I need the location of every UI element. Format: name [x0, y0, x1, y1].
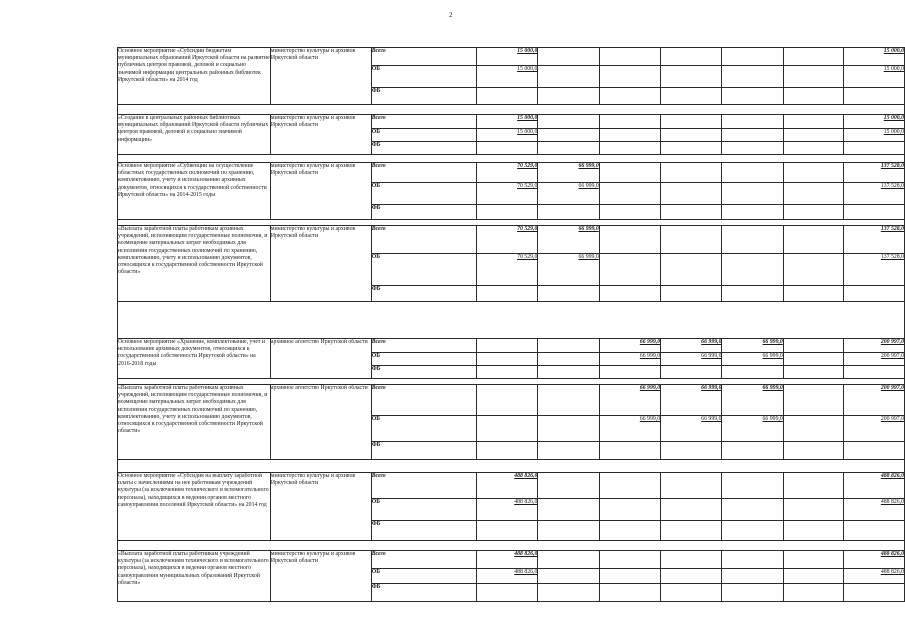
amount-cell [599, 442, 660, 460]
amount-cell [783, 385, 843, 416]
amount-cell [538, 339, 599, 353]
funding-type-total: Всего [371, 551, 476, 569]
amount-cell [599, 254, 660, 286]
amount-cell [538, 254, 599, 286]
amount-cell [783, 163, 843, 183]
amount-value: 66 999,0 [578, 183, 599, 189]
amount-cell [722, 48, 783, 66]
amount-cell [722, 584, 783, 602]
amount-cell [661, 66, 722, 88]
funding-type-ob: ОБ [371, 499, 476, 521]
amount-value: 66 999,0 [639, 385, 661, 391]
amount-cell [599, 163, 660, 183]
amount-cell [722, 353, 783, 366]
amount-cell [599, 183, 660, 205]
amount-cell [538, 366, 599, 379]
amount-cell [477, 584, 538, 602]
amount-cell [538, 183, 599, 205]
table-row [118, 385, 905, 416]
amount-cell [843, 385, 904, 416]
amount-cell [599, 551, 660, 569]
amount-cell [783, 115, 843, 129]
amount-value: 66 999,0 [762, 385, 783, 391]
amount-cell [538, 385, 599, 416]
amount-value: 15 000,0 [517, 129, 538, 135]
amount-cell [843, 226, 904, 254]
amount-value: 488 826,0 [880, 499, 904, 505]
amount-value: 15 000,0 [883, 48, 904, 54]
amount-value: 137 528,0 [880, 254, 904, 260]
amount-cell [661, 416, 722, 442]
amount-cell [599, 353, 660, 366]
amount-cell [722, 115, 783, 129]
amount-cell [538, 129, 599, 142]
amount-cell [661, 226, 722, 254]
amount-cell [783, 226, 843, 254]
amount-cell [722, 442, 783, 460]
amount-value: 66 999,0 [578, 226, 599, 232]
amount-cell [599, 286, 660, 302]
amount-value: 137 528,0 [880, 183, 904, 189]
funding-type-fb: ФБ [371, 142, 476, 155]
amount-cell [599, 66, 660, 88]
amount-cell [722, 163, 783, 183]
activity-name: «Выплата заработной платы работникам учреждений культуры (за исключением технического и вспомогательного персонала), находящихся в ведении органов местного самоуправления муниципальных образований Иркутской области» [118, 551, 271, 602]
amount-cell [661, 286, 722, 302]
budget-table [117, 47, 905, 602]
spacer-row [118, 302, 905, 339]
amount-cell [538, 551, 599, 569]
amount-cell [843, 142, 904, 155]
amount-cell [477, 48, 538, 66]
table-row [118, 163, 905, 183]
amount-cell [843, 48, 904, 66]
amount-cell [722, 339, 783, 353]
amount-cell [722, 385, 783, 416]
amount-cell [783, 584, 843, 602]
amount-cell [783, 48, 843, 66]
amount-value: 488 826,0 [514, 499, 538, 505]
amount-cell [477, 551, 538, 569]
amount-value: 488 826,0 [880, 473, 904, 479]
funding-type-fb: ФБ [371, 521, 476, 541]
amount-cell [538, 286, 599, 302]
funding-type-fb: ФБ [371, 584, 476, 602]
amount-cell [661, 385, 722, 416]
amount-value: 15 000,0 [517, 48, 538, 54]
amount-value: 66 999,0 [762, 339, 783, 345]
amount-cell [599, 584, 660, 602]
activity-name: «Выплата заработной платы работникам архивных учреждений, исполняющим государственные полномочия, и возмещение материальных затрат необходимых для исполнения государственных полномочий по хранению, комплектованию, учету и использованию документов, относящихся к государственной собственности Иркутской области» [118, 226, 271, 302]
amount-cell [843, 254, 904, 286]
amount-cell [538, 584, 599, 602]
amount-cell [661, 499, 722, 521]
amount-cell [661, 115, 722, 129]
amount-value: 70 529,0 [517, 254, 538, 260]
amount-value: 70 529,0 [517, 183, 538, 189]
amount-cell [661, 129, 722, 142]
amount-cell [538, 205, 599, 220]
funding-type-total: Всего [371, 473, 476, 499]
amount-value: 66 999,0 [639, 339, 661, 345]
amount-cell [783, 499, 843, 521]
table-row [118, 226, 905, 254]
amount-cell [538, 142, 599, 155]
amount-value: 66 999,0 [639, 353, 661, 359]
amount-cell [538, 416, 599, 442]
amount-cell [843, 339, 904, 353]
amount-cell [477, 499, 538, 521]
amount-cell [661, 183, 722, 205]
activity-name: Основное мероприятие «Субсидия на выплату заработной платы с начислениями на нее работникам учреждений культуры (за исключением технического и вспомогательного персонала), находящихся в ведении органов местного самоуправления поселений Иркутской области» на 2014 год [118, 473, 271, 541]
funding-type-total: Всего [371, 226, 476, 254]
amount-value: 66 999,0 [701, 353, 722, 359]
amount-value: 488 826,0 [514, 569, 538, 575]
amount-cell [538, 163, 599, 183]
funding-type-fb: ФБ [371, 442, 476, 460]
amount-cell [477, 569, 538, 584]
amount-cell [722, 521, 783, 541]
amount-cell [599, 205, 660, 220]
amount-cell [661, 48, 722, 66]
amount-cell [661, 551, 722, 569]
amount-cell [599, 366, 660, 379]
amount-cell [843, 366, 904, 379]
amount-cell [843, 569, 904, 584]
amount-value: 15 000,0 [517, 115, 538, 121]
amount-cell [783, 339, 843, 353]
funding-type-ob: ОБ [371, 254, 476, 286]
amount-cell [477, 286, 538, 302]
amount-cell [843, 584, 904, 602]
amount-cell [538, 473, 599, 499]
amount-cell [599, 569, 660, 584]
amount-cell [477, 339, 538, 353]
executor-name: министерство культуры и архивов Иркутской области [270, 163, 371, 220]
funding-type-total: Всего [371, 385, 476, 416]
page-number: 2 [449, 11, 453, 19]
amount-cell [843, 551, 904, 569]
amount-cell [783, 254, 843, 286]
amount-cell [538, 48, 599, 66]
executor-name: архивное агентство Иркутской области [270, 339, 371, 379]
funding-type-ob: ОБ [371, 183, 476, 205]
amount-value: 66 999,0 [762, 353, 783, 359]
spacer-cell [118, 302, 905, 339]
amount-cell [538, 226, 599, 254]
amount-cell [722, 366, 783, 379]
funding-type-total: Всего [371, 339, 476, 353]
amount-cell [783, 88, 843, 105]
amount-cell [722, 499, 783, 521]
amount-cell [661, 584, 722, 602]
amount-cell [599, 499, 660, 521]
amount-cell [538, 499, 599, 521]
funding-type-fb: ФБ [371, 366, 476, 379]
executor-name: министерство культуры и архивов Иркутской области [270, 551, 371, 602]
amount-cell [477, 416, 538, 442]
amount-cell [783, 66, 843, 88]
funding-type-fb: ФБ [371, 88, 476, 105]
activity-name: Основное мероприятие «Хранение, комплектование, учет и использование архивных документов, относящихся к государственной собственности Иркутской области» на 2016-2018 годы [118, 339, 271, 379]
amount-cell [843, 416, 904, 442]
amount-cell [843, 353, 904, 366]
amount-cell [661, 339, 722, 353]
funding-type-ob: ОБ [371, 569, 476, 584]
amount-cell [661, 254, 722, 286]
amount-cell [599, 339, 660, 353]
amount-cell [783, 142, 843, 155]
amount-cell [722, 254, 783, 286]
amount-cell [538, 442, 599, 460]
amount-value: 200 997,0 [880, 416, 904, 422]
amount-cell [477, 385, 538, 416]
amount-cell [722, 129, 783, 142]
funding-type-ob: ОБ [371, 353, 476, 366]
amount-value: 15 000,0 [517, 66, 538, 72]
amount-cell [477, 226, 538, 254]
amount-value: 200 997,0 [880, 353, 904, 359]
amount-value: 137 528,0 [880, 163, 904, 169]
amount-value: 15 000,0 [883, 66, 904, 72]
amount-cell [477, 88, 538, 105]
amount-cell [722, 142, 783, 155]
funding-type-ob: ОБ [371, 129, 476, 142]
amount-cell [538, 521, 599, 541]
amount-cell [783, 416, 843, 442]
amount-value: 488 826,0 [514, 473, 538, 479]
amount-cell [599, 226, 660, 254]
amount-cell [661, 163, 722, 183]
amount-value: 137 528,0 [880, 226, 904, 232]
amount-value: 66 999,0 [578, 163, 599, 169]
spacer-cell [118, 105, 905, 115]
amount-cell [477, 129, 538, 142]
amount-cell [843, 499, 904, 521]
amount-cell [538, 88, 599, 105]
amount-cell [722, 473, 783, 499]
funding-type-fb: ФБ [371, 286, 476, 302]
amount-value: 15 000,0 [883, 129, 904, 135]
spacer-row [118, 155, 905, 163]
amount-value: 66 999,0 [701, 339, 722, 345]
executor-name: министерство культуры и архивов Иркутской области [270, 48, 371, 105]
executor-name: министерство культуры и архивов Иркутской области [270, 226, 371, 302]
amount-cell [599, 115, 660, 129]
amount-cell [843, 88, 904, 105]
table-row [118, 48, 905, 66]
amount-cell [783, 183, 843, 205]
amount-cell [722, 551, 783, 569]
amount-value: 66 999,0 [578, 254, 599, 260]
amount-cell [783, 442, 843, 460]
table-row [118, 339, 905, 353]
executor-name: архивное агентство Иркутской области [270, 385, 371, 460]
amount-cell [722, 205, 783, 220]
amount-cell [843, 521, 904, 541]
amount-cell [477, 163, 538, 183]
amount-cell [477, 521, 538, 541]
activity-name: Основное мероприятие «Субвенции на осуществление областных государственных полномочий по хранению, комплектованию, учету и использованию архивных документов, относящихся к государственной собственности Иркутской области» на 2014-2015 годы [118, 163, 271, 220]
table-row [118, 551, 905, 569]
amount-value: 488 826,0 [880, 551, 904, 557]
amount-cell [843, 66, 904, 88]
amount-value: 66 999,0 [762, 416, 783, 422]
amount-cell [477, 142, 538, 155]
amount-cell [599, 385, 660, 416]
amount-cell [783, 569, 843, 584]
funding-type-total: Всего [371, 163, 476, 183]
amount-cell [538, 66, 599, 88]
activity-name: Основное мероприятие «Субсидии бюджетам муниципальных образований Иркутской области на развитие публичных центров правовой, деловой и социально значимой информации центральных районных библиотек Иркутской области» на 2014 год [118, 48, 271, 105]
amount-cell [661, 569, 722, 584]
amount-value: 488 826,0 [880, 569, 904, 575]
amount-cell [661, 442, 722, 460]
spacer-cell [118, 155, 905, 163]
spacer-cell [118, 460, 905, 473]
amount-value: 70 529,0 [517, 226, 538, 232]
amount-cell [783, 551, 843, 569]
amount-cell [477, 183, 538, 205]
spacer-row [118, 460, 905, 473]
funding-type-total: Всего [371, 48, 476, 66]
amount-cell [599, 142, 660, 155]
executor-name: министерство культуры и архивов Иркутской области [270, 115, 371, 155]
amount-cell [477, 366, 538, 379]
amount-cell [661, 88, 722, 105]
funding-type-ob: ОБ [371, 416, 476, 442]
amount-cell [783, 521, 843, 541]
spacer-row [118, 105, 905, 115]
amount-cell [783, 353, 843, 366]
amount-cell [599, 416, 660, 442]
amount-cell [843, 473, 904, 499]
amount-cell [843, 286, 904, 302]
amount-cell [722, 569, 783, 584]
amount-cell [783, 205, 843, 220]
amount-cell [843, 115, 904, 129]
amount-cell [661, 366, 722, 379]
amount-cell [599, 473, 660, 499]
amount-value: 66 999,0 [701, 416, 722, 422]
amount-cell [661, 521, 722, 541]
amount-cell [843, 183, 904, 205]
amount-cell [538, 115, 599, 129]
amount-cell [843, 442, 904, 460]
amount-cell [783, 473, 843, 499]
amount-cell [661, 205, 722, 220]
amount-value: 66 999,0 [701, 385, 722, 391]
amount-cell [477, 115, 538, 129]
spacer-cell [118, 541, 905, 551]
funding-type-total: Всего [371, 115, 476, 129]
amount-cell [477, 205, 538, 220]
funding-type-fb: ФБ [371, 205, 476, 220]
amount-cell [538, 569, 599, 584]
amount-cell [599, 48, 660, 66]
amount-cell [783, 129, 843, 142]
activity-name: «Выплата заработной платы работникам архивных учреждений, исполняющим государственные полномочия, и возмещение материальных затрат необходимых для исполнения государственных полномочий по хранению, комплектованию, учету и использованию документов, относящихся к государственной собственности Иркутской области» [118, 385, 271, 460]
amount-cell [722, 183, 783, 205]
amount-cell [477, 442, 538, 460]
table-row [118, 115, 905, 129]
table-row [118, 473, 905, 499]
amount-cell [477, 66, 538, 88]
amount-cell [722, 88, 783, 105]
executor-name: министерство культуры и архивов Иркутской области [270, 473, 371, 541]
amount-cell [477, 473, 538, 499]
amount-cell [599, 521, 660, 541]
amount-value: 200 997,0 [880, 385, 904, 391]
amount-cell [722, 226, 783, 254]
amount-cell [661, 473, 722, 499]
amount-cell [722, 66, 783, 88]
amount-cell [661, 142, 722, 155]
amount-value: 70 529,0 [517, 163, 538, 169]
amount-cell [477, 353, 538, 366]
amount-value: 200 997,0 [880, 339, 904, 345]
funding-type-ob: ОБ [371, 66, 476, 88]
amount-value: 15 000,0 [883, 115, 904, 121]
amount-value: 488 826,0 [514, 551, 538, 557]
amount-cell [722, 416, 783, 442]
amount-cell [783, 286, 843, 302]
amount-cell [843, 163, 904, 183]
amount-cell [722, 286, 783, 302]
amount-cell [783, 366, 843, 379]
amount-cell [599, 88, 660, 105]
spacer-row [118, 541, 905, 551]
amount-value: 66 999,0 [639, 416, 661, 422]
amount-cell [661, 353, 722, 366]
amount-cell [477, 254, 538, 286]
amount-cell [843, 205, 904, 220]
amount-cell [843, 129, 904, 142]
activity-name: «Создание в центральных районных библиотеках муниципальных образований Иркутской области публичных центров правовой, деловой и социально значимой информации» [118, 115, 271, 155]
amount-cell [538, 353, 599, 366]
amount-cell [599, 129, 660, 142]
